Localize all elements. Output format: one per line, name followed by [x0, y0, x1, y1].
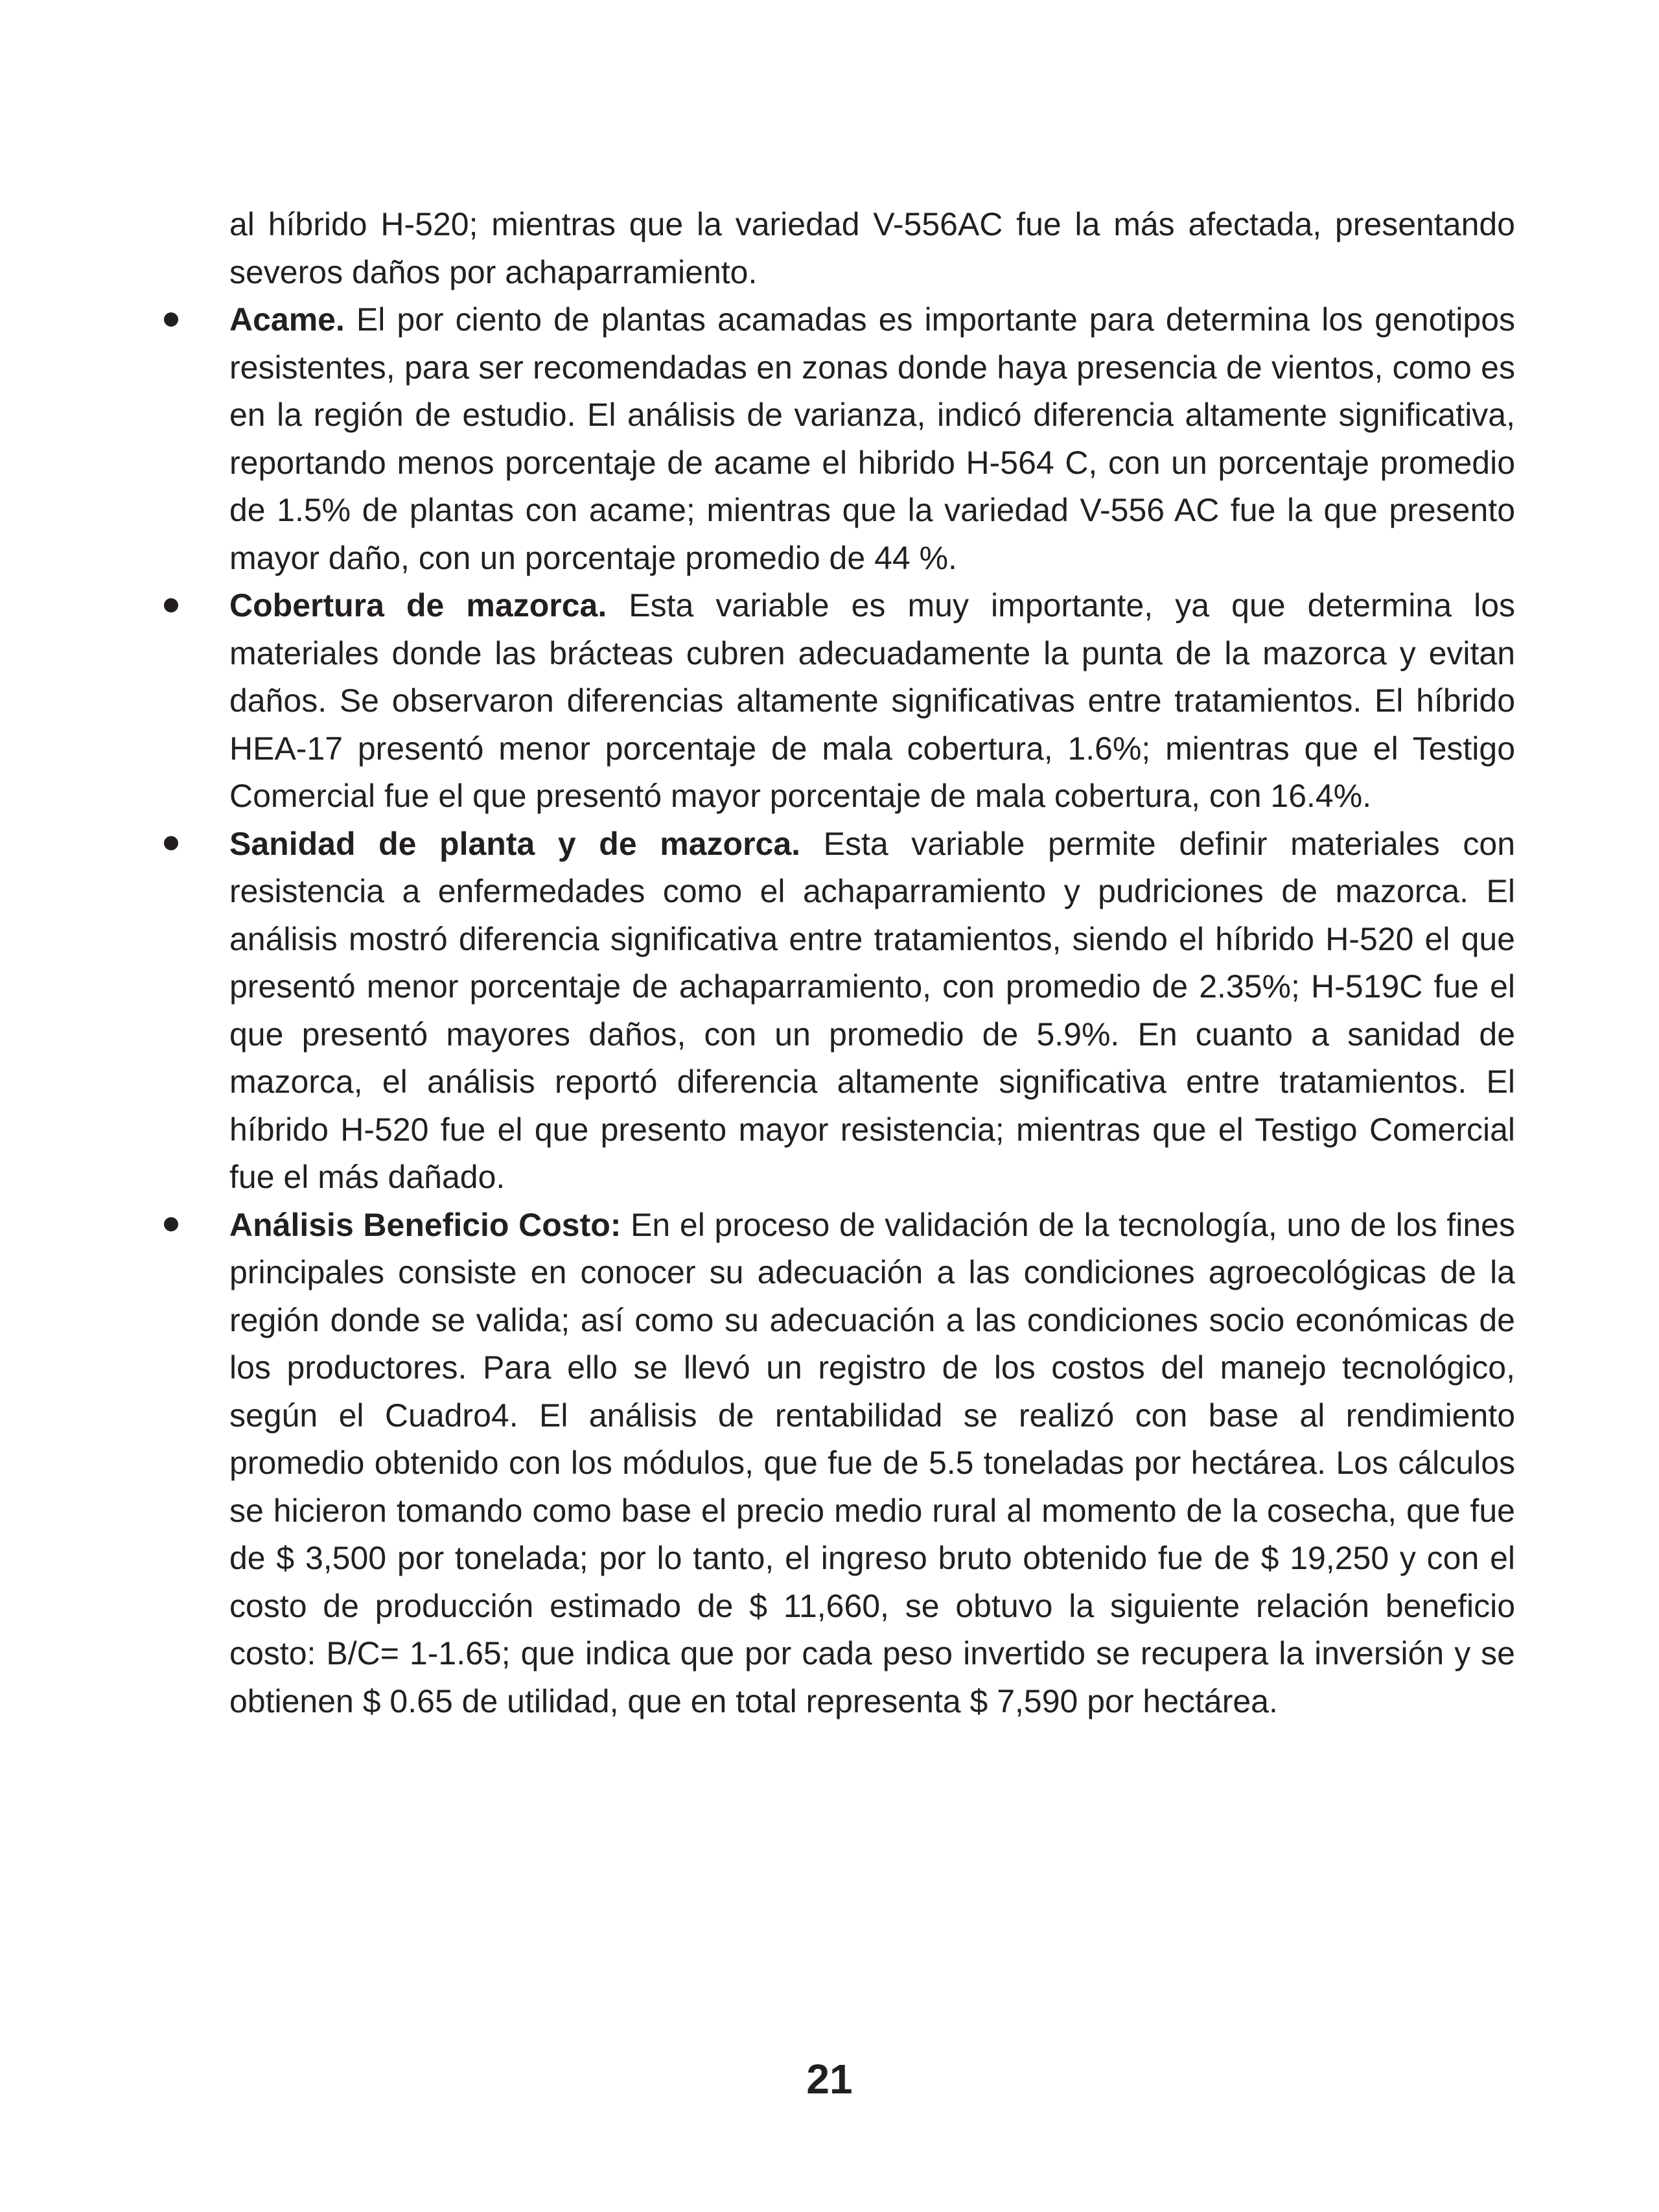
- item-term: Cobertura de mazorca.: [229, 587, 607, 623]
- bullet-icon: [164, 1202, 203, 1250]
- page-number: 21: [806, 2056, 853, 2102]
- item-text: En el proceso de validación de la tecnología, uno de los fines principales consiste en conocer su adecuación a las condiciones agroecológicas de la región donde se valida; así como su adecuación a las condiciones socio económicas de los productores. Para ello se llevó un registro de los costos del manejo tecnológico, según el Cuadro4. El análisis de rentabilidad se realizó con base al rendimiento promedio obtenido con los módulos, que fue de 5.5 toneladas por hectárea. Los cálculos se hicieron tomando como base el precio medio rural al momento de la cosecha, que fue de $ 3,500 por tonelada; por lo tanto, el ingreso bruto obtenido fue de $ 19,250 y con el costo de producción estimado de $ 11,660, se obtuvo la siguiente relación beneficio costo: B/C= 1-1.65; que indica que por cada peso invertido se recupera la inversión y se obtienen $ 0.65 de utilidad, que en total representa $ 7,590 por hectárea.: [229, 1206, 1515, 1719]
- intro-continuation: al híbrido H-520; mientras que la variedad V-556AC fue la más afectada, presentando severos daños por achaparramiento.: [229, 206, 1515, 290]
- item-text: Esta variable es muy importante, ya que determina los materiales donde las brácteas cubren adecuadamente la punta de la mazorca y evitan daños. Se observaron diferencias altamente significativas entre tratamientos. El híbrido HEA-17 presentó menor porcentaje de mala cobertura, 1.6%; mientras que el Testigo Comercial fue el que presentó mayor porcentaje de mala cobertura, con 16.4%.: [229, 587, 1516, 814]
- bullet-icon: [164, 296, 203, 344]
- item-text: El por ciento de plantas acamadas es importante para determina los genotipos resistentes, para ser recomendadas en zonas donde haya presencia de vientos, como es en la región de estudio. El análisis de varianza, indicó diferencia altamente significativa, reportando menos porcentaje de acame el hibrido H-564 C, con un porcentaje promedio de 1.5% de plantas con acame; mientras que la variedad V-556 AC fue la que presento mayor daño, con un porcentaje promedio de 44 %.: [229, 301, 1515, 576]
- list-item-cobertura: [229, 582, 1515, 821]
- item-term: Acame.: [229, 301, 345, 338]
- item-text: Esta variable permite definir materiales con resistencia a enfermedades como el achaparramiento y pudriciones de mazorca. El análisis mostró diferencia significativa entre tratamientos, siendo el híbrido H-520 el que presentó menor porcentaje de achaparramiento, con promedio de 2.35%; H-519C fue el que presentó mayores daños, con un promedio de 5.9%. En cuanto a sanidad de mazorca, el análisis reportó diferencia altamente significativa entre tratamientos. El híbrido H-520 fue el que presento mayor resistencia; mientras que el Testigo Comercial fue el más dañado.: [229, 825, 1515, 1195]
- list-item-beneficio-costo: [229, 1202, 1515, 1726]
- bullet-icon: [164, 582, 203, 630]
- list-item-sanidad: [229, 821, 1515, 1202]
- list-item-acame: [229, 296, 1515, 582]
- bullet-icon: [164, 821, 203, 868]
- item-term: Análisis Beneficio Costo:: [229, 1206, 621, 1243]
- item-term: Sanidad de planta y de mazorca.: [229, 825, 801, 862]
- body-text: [229, 201, 1515, 1725]
